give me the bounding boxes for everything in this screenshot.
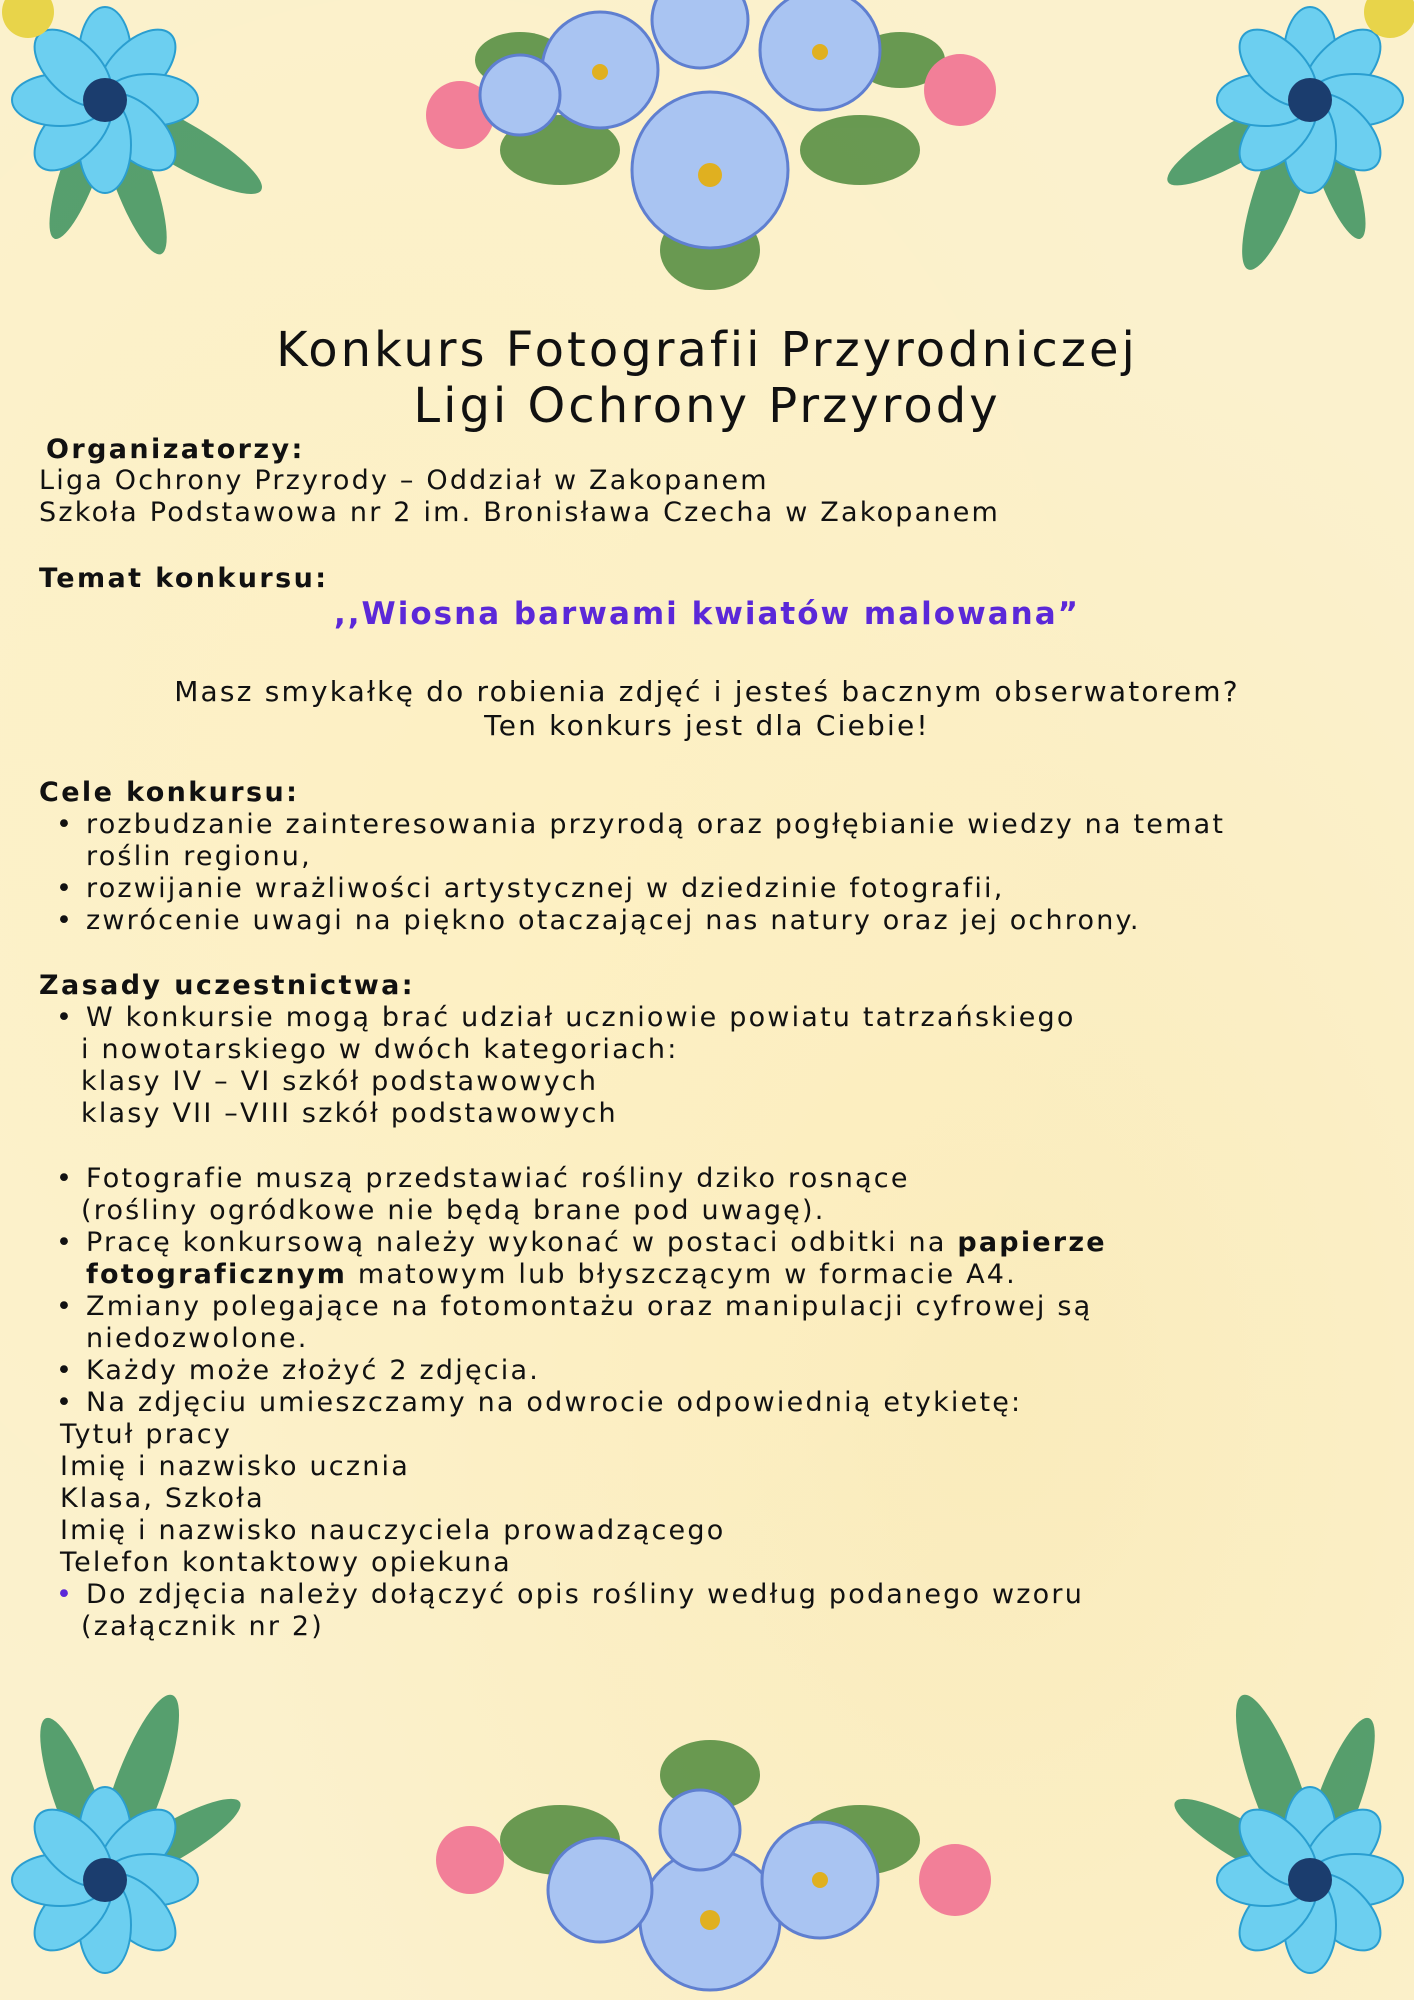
- rule-3-bold-1: papierze: [957, 1227, 1107, 1258]
- goal-item-2: • rozwijanie wrażliwości artystycznej w dziedzinie fotografii,: [86, 873, 1005, 905]
- rule-5: • Każdy może złożyć 2 zdjęcia.: [86, 1355, 540, 1387]
- invite-line-2: Ten konkurs jest dla Ciebie!: [484, 709, 930, 742]
- organizers-heading: Organizatorzy:: [46, 434, 305, 465]
- rule-4-line-1: • Zmiany polegające na fotomontażu oraz manipulacji cyfrowej są: [86, 1291, 1092, 1323]
- goal-item-1-cont: roślin regionu,: [86, 841, 312, 872]
- rule-1-line-2: i nowotarskiego w dwóch kategoriach:: [81, 1034, 679, 1065]
- rules-heading: Zasady uczestnictwa:: [39, 970, 415, 1001]
- theme-heading: Temat konkursu:: [39, 563, 329, 594]
- rule-7-line-2: (załącznik nr 2): [81, 1611, 325, 1642]
- rule-2-line-1: • Fotografie muszą przedstawiać rośliny dziko rosnące: [86, 1163, 910, 1195]
- rule-3-line-2: [86, 1259, 1017, 1291]
- rule-3-text-2: matowym lub błyszczącym w formacie A4.: [347, 1259, 1017, 1290]
- organizer-line-2: Szkoła Podstawowa nr 2 im. Bronisława Czecha w Zakopanem: [39, 497, 1001, 528]
- invite-line-1: Masz smykałkę do robienia zdjęć i jesteś bacznym obserwatorem?: [174, 675, 1240, 708]
- rule-1-category-1: klasy IV – VI szkół podstawowych: [81, 1066, 599, 1097]
- theme-title: ,,Wiosna barwami kwiatów malowana”: [334, 596, 1080, 632]
- rule-3-bold-2: fotograficznym: [86, 1259, 348, 1290]
- goal-item-3: • zwrócenie uwagi na piękno otaczającej nas natury oraz jej ochrony.: [86, 905, 1141, 937]
- label-line-teacher: Imię i nazwisko nauczyciela prowadzącego: [60, 1515, 726, 1546]
- label-line-student: Imię i nazwisko ucznia: [60, 1451, 410, 1482]
- rule-2-line-2: (rośliny ogródkowe nie będą brane pod uwagę).: [81, 1195, 826, 1226]
- label-line-class: Klasa, Szkoła: [60, 1483, 265, 1514]
- title-line-2: Ligi Ochrony Przyrody: [413, 378, 1001, 434]
- rule-6: • Na zdjęciu umieszczamy na odwrocie odpowiednią etykietę:: [86, 1387, 1022, 1419]
- rule-3-line-1: [86, 1227, 1107, 1259]
- rule-3-text: Pracę konkursową należy wykonać w postaci odbitki na: [86, 1227, 958, 1258]
- rule-1-category-2: klasy VII –VIII szkół podstawowych: [81, 1098, 618, 1129]
- goal-item-1: • rozbudzanie zainteresowania przyrodą oraz pogłębianie wiedzy na temat: [86, 809, 1225, 841]
- title-line-1: Konkurs Fotografii Przyrodniczej: [276, 322, 1138, 378]
- label-line-phone: Telefon kontaktowy opiekuna: [60, 1547, 512, 1578]
- organizer-line-1: Liga Ochrony Przyrody – Oddział w Zakopanem: [39, 465, 769, 496]
- rule-1-line-1: • W konkursie mogą brać udział uczniowie powiatu tatrzańskiego: [86, 1002, 1076, 1034]
- goals-heading: Cele konkursu:: [39, 777, 300, 808]
- label-line-title: Tytuł pracy: [60, 1419, 233, 1450]
- rule-4-line-2: niedozwolone.: [86, 1323, 309, 1354]
- rule-7-line-1: • Do zdjęcia należy dołączyć opis rośliny według podanego wzoru: [86, 1579, 1084, 1611]
